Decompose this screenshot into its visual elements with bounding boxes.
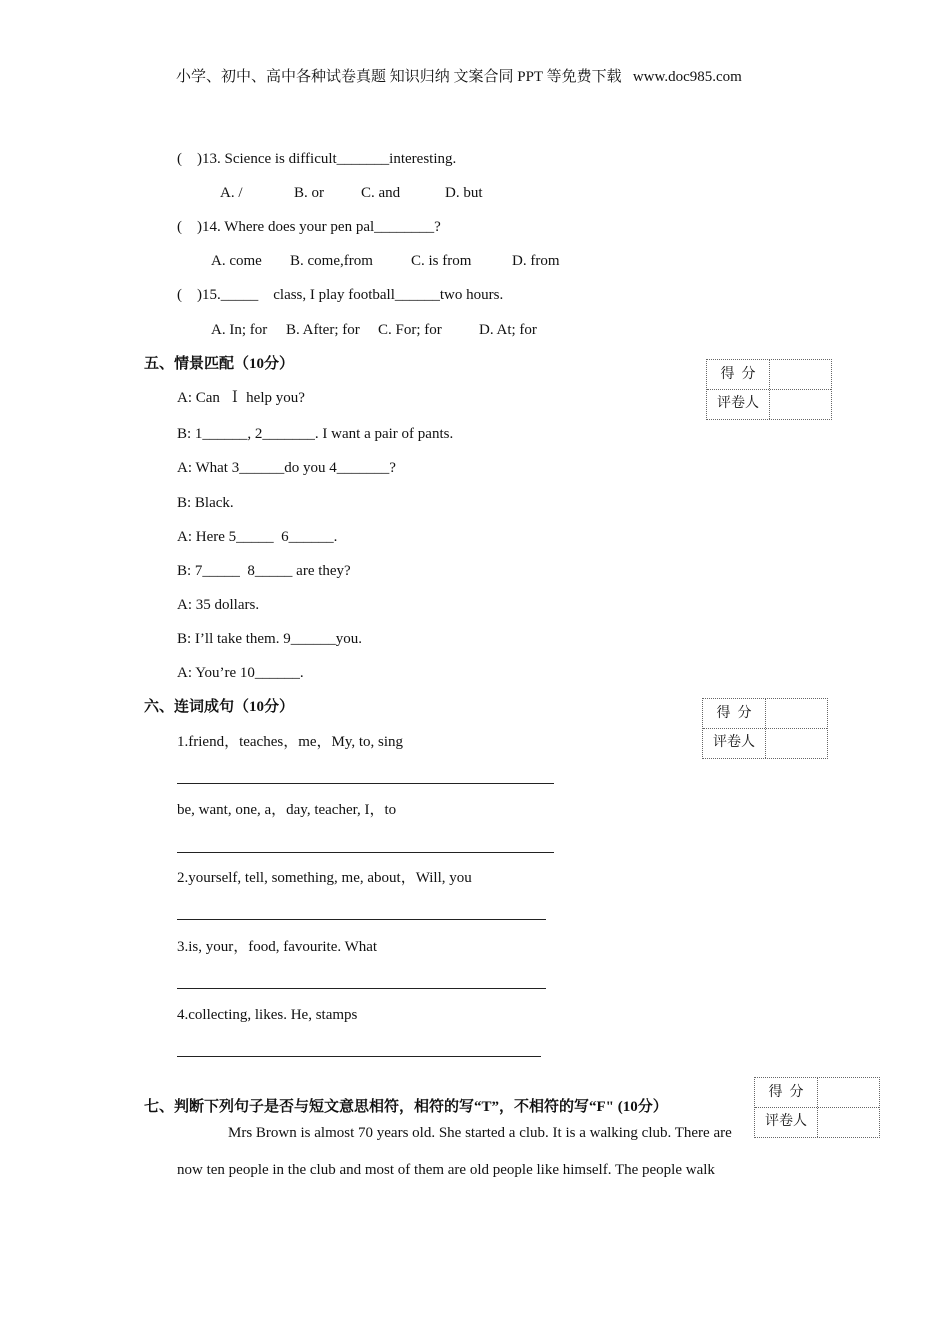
dialogue-line: A: What 3______do you 4_______? xyxy=(177,460,396,476)
grader-label: 评卷人 xyxy=(717,396,759,411)
score-box-section-6 xyxy=(702,698,828,759)
question-13-option-a: A. / xyxy=(220,185,243,201)
question-13-option-d: D. but xyxy=(445,185,483,201)
page-header: 小学、初中、高中各种试卷真题 知识归纳 文案合同 PPT 等免费下载 www.doc985.com xyxy=(176,69,742,85)
question-14-option-c: C. is from xyxy=(411,253,472,269)
dialogue-line: B: 1______, 2_______. I want a pair of pants. xyxy=(177,426,454,442)
section-6-title: 六、连词成句（10分） xyxy=(144,699,295,715)
word-order-item: be, want, one, a，day, teacher, I，to xyxy=(177,802,397,818)
dialogue-line: B: Black. xyxy=(177,495,234,511)
section-5-title: 五、情景匹配（10分） xyxy=(144,356,295,372)
question-13-option-c: C. and xyxy=(361,185,401,201)
reading-passage-line-1: Mrs Brown is almost 70 years old. She started a club. It is a walking club. There are xyxy=(228,1125,732,1141)
dialogue-line: A: Here 5_____ 6______. xyxy=(177,529,338,545)
dialogue-line: B: 7_____ 8_____ are they? xyxy=(177,563,351,579)
answer-line xyxy=(177,988,546,989)
question-15-stem: ( )15._____ class, I play football______two hours. xyxy=(177,287,504,303)
grader-label: 评卷人 xyxy=(765,1114,807,1129)
score-label: 得 分 xyxy=(720,367,756,382)
dialogue-line: A: You’re 10______. xyxy=(177,665,304,681)
question-14-option-d: D. from xyxy=(512,253,560,269)
score-label: 得 分 xyxy=(768,1085,804,1100)
question-15-option-d: D. At; for xyxy=(479,322,537,338)
question-14-option-a: A. come xyxy=(211,253,262,269)
dialogue-line: A: 35 dollars. xyxy=(177,597,260,613)
word-order-item: 4.collecting, likes. He, stamps xyxy=(177,1007,358,1023)
score-label: 得 分 xyxy=(716,706,752,721)
question-14-option-b: B. come,from xyxy=(290,253,373,269)
answer-line xyxy=(177,852,554,853)
question-15-option-a: A. In; for xyxy=(211,322,268,338)
section-7-title: 七、判断下列句子是否与短文意思相符，相符的写“T”，不相符的写“F" (10分） xyxy=(144,1099,668,1115)
word-order-item: 2.yourself, tell, something, me, about，Will, you xyxy=(177,870,472,886)
question-14-stem: ( )14. Where does your pen pal________? xyxy=(177,219,441,235)
question-15-option-c: C. For; for xyxy=(378,322,442,338)
dialogue-line: A: Can Ｉ help you? xyxy=(177,390,305,406)
answer-line xyxy=(177,783,554,784)
answer-line xyxy=(177,919,546,920)
reading-passage-line-2: now ten people in the club and most of them are old people like himself. The people walk xyxy=(177,1162,715,1178)
answer-line xyxy=(177,1056,541,1057)
question-13-option-b: B. or xyxy=(294,185,324,201)
word-order-item: 3.is, your，food, favourite. What xyxy=(177,939,378,955)
question-15-option-b: B. After; for xyxy=(286,322,360,338)
score-box-section-5 xyxy=(706,359,832,420)
question-13-stem: ( )13. Science is difficult_______interesting. xyxy=(177,151,457,167)
score-box-section-7 xyxy=(754,1077,880,1138)
dialogue-line: B: I’ll take them. 9______you. xyxy=(177,631,362,647)
grader-label: 评卷人 xyxy=(713,735,755,750)
word-order-item: 1.friend，teaches，me，My, to, sing xyxy=(177,734,404,750)
